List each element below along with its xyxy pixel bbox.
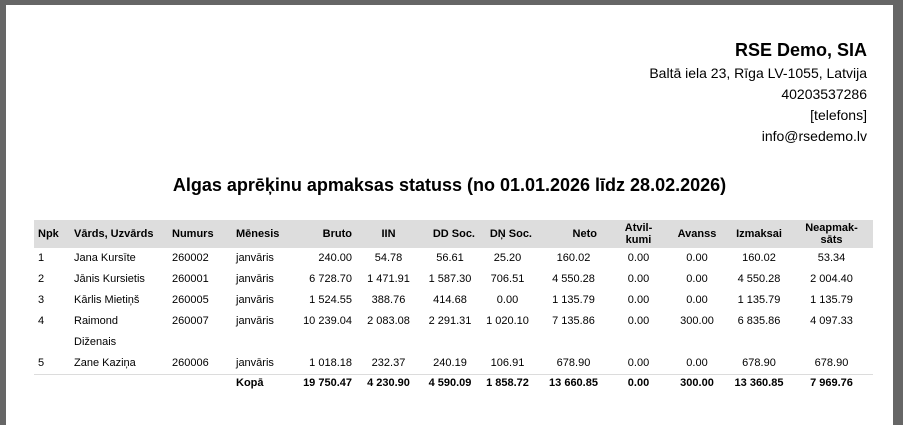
- cell-deductions: 0.00: [627, 252, 650, 264]
- total-net: 13 660.85: [536, 375, 611, 394]
- col-number: Numurs: [168, 220, 232, 248]
- cell-gross: 1 018.18: [309, 357, 352, 369]
- cell-deductions: 0.00: [627, 294, 650, 306]
- cell-dn-soc: 1 020.10: [486, 315, 529, 327]
- total-row: [34, 375, 873, 394]
- cell-dn-soc: 25.20: [493, 252, 522, 264]
- table-row: [34, 269, 873, 290]
- cell-number: 260002: [172, 252, 209, 264]
- cell-unpaid: 53.34: [817, 252, 846, 264]
- col-dd-soc: DD Soc.: [421, 220, 479, 248]
- col-name: Vārds, Uzvārds: [70, 220, 168, 248]
- col-npk: Npk: [34, 220, 70, 248]
- cell-iin: 1 471.91: [367, 273, 410, 285]
- table-row: [34, 353, 873, 375]
- cell-advance: 300.00: [680, 315, 714, 327]
- cell-net: 7 135.86: [552, 315, 595, 327]
- cell-net: 678.90: [556, 357, 591, 369]
- payroll-table: [34, 220, 873, 393]
- cell-dd-soc: 2 291.31: [428, 315, 472, 327]
- cell-unpaid: 678.90: [814, 357, 849, 369]
- total-deductions: 0.00: [611, 375, 666, 394]
- company-email: info@rsedemo.lv: [761, 128, 867, 144]
- cell-iin: 388.76: [371, 294, 406, 306]
- total-label: Kopā: [232, 375, 298, 394]
- col-advance: Avanss: [666, 220, 728, 248]
- table-header: [34, 220, 873, 248]
- cell-npk: 4: [38, 315, 45, 327]
- total-unpaid: 7 969.76: [790, 375, 873, 394]
- report-title: Algas aprēķinu apmaksas statuss (no 01.01.2026 līdz 28.02.2026): [172, 175, 727, 195]
- company-phone: [telefons]: [810, 107, 867, 123]
- cell-month: janvāris: [236, 315, 274, 327]
- company-address: Baltā iela 23, Rīga LV-1055, Latvija: [649, 65, 867, 81]
- cell-dd-soc: 1 587.30: [428, 273, 472, 285]
- cell-number: 260001: [172, 273, 209, 285]
- cell-advance: 0.00: [686, 273, 708, 285]
- cell-gross: 1 524.55: [309, 294, 352, 306]
- col-net: Neto: [536, 220, 611, 248]
- cell-iin: 54.78: [374, 252, 403, 264]
- col-iin: IIN: [356, 220, 421, 248]
- cell-deductions: 0.00: [627, 273, 650, 285]
- cell-advance: 0.00: [686, 252, 708, 264]
- cell-net: 1 135.79: [552, 294, 595, 306]
- cell-number: 260007: [172, 315, 209, 327]
- cell-dd-soc: 240.19: [433, 357, 467, 369]
- total-advance: 300.00: [666, 375, 728, 394]
- total-iin: 4 230.90: [356, 375, 421, 394]
- report-page: [6, 5, 893, 425]
- company-name: RSE Demo, SIA: [734, 40, 867, 60]
- cell-payout: 160.02: [742, 252, 776, 264]
- col-gross: Bruto: [298, 220, 356, 248]
- cell-payout: 4 550.28: [737, 273, 781, 285]
- table-row: [34, 290, 873, 311]
- total-dn-soc: 1 858.72: [479, 375, 536, 394]
- cell-unpaid: 2 004.40: [810, 273, 853, 285]
- cell-deductions: 0.00: [627, 315, 650, 327]
- total-payout: 13 360.85: [728, 375, 790, 394]
- cell-npk: 2: [38, 273, 45, 285]
- col-unpaid: Neapmak- sāts: [790, 220, 873, 248]
- cell-number: 260006: [172, 357, 209, 369]
- cell-month: janvāris: [236, 294, 274, 306]
- cell-dn-soc: 706.51: [490, 273, 525, 285]
- cell-payout: 6 835.86: [737, 315, 781, 327]
- company-info: [649, 39, 867, 147]
- cell-advance: 0.00: [686, 294, 708, 306]
- cell-name: Zane Kaziņa: [74, 357, 136, 369]
- cell-name: Jana Kursīte: [74, 252, 136, 264]
- cell-month: janvāris: [236, 357, 274, 369]
- total-gross: 19 750.47: [298, 375, 356, 394]
- cell-npk: 5: [38, 357, 45, 369]
- cell-month: janvāris: [236, 252, 274, 264]
- cell-npk: 3: [38, 294, 45, 306]
- col-deductions: Atvil- kumi: [611, 220, 666, 248]
- cell-iin: 2 083.08: [367, 315, 410, 327]
- cell-net: 160.02: [556, 252, 591, 264]
- company-reg-number: 40203537286: [781, 86, 867, 102]
- col-payout: Izmaksai: [728, 220, 790, 248]
- table-row: [34, 248, 873, 269]
- cell-gross: 240.00: [318, 252, 352, 264]
- cell-dn-soc: 0.00: [496, 294, 519, 306]
- cell-advance: 0.00: [686, 357, 708, 369]
- cell-unpaid: 1 135.79: [810, 294, 853, 306]
- total-dd-soc: 4 590.09: [421, 375, 479, 394]
- cell-gross: 6 728.70: [309, 273, 352, 285]
- col-month: Mēnesis: [232, 220, 298, 248]
- cell-name: Kārlis Mietiņš: [74, 294, 140, 306]
- cell-dd-soc: 56.61: [436, 252, 464, 264]
- cell-net: 4 550.28: [552, 273, 595, 285]
- cell-dn-soc: 106.91: [490, 357, 525, 369]
- cell-npk: 1: [38, 252, 45, 264]
- cell-deductions: 0.00: [627, 357, 650, 369]
- cell-unpaid: 4 097.33: [810, 315, 853, 327]
- cell-payout: 1 135.79: [737, 294, 781, 306]
- cell-dd-soc: 414.68: [433, 294, 467, 306]
- cell-month: janvāris: [236, 273, 274, 285]
- cell-payout: 678.90: [742, 357, 776, 369]
- cell-name: Raimond Diženais: [74, 315, 119, 348]
- table-row: [34, 311, 873, 353]
- cell-name: Jānis Kursietis: [74, 273, 145, 285]
- cell-iin: 232.37: [371, 357, 406, 369]
- cell-number: 260005: [172, 294, 209, 306]
- col-dn-soc: DŅ Soc.: [479, 220, 536, 248]
- cell-gross: 10 239.04: [303, 315, 352, 327]
